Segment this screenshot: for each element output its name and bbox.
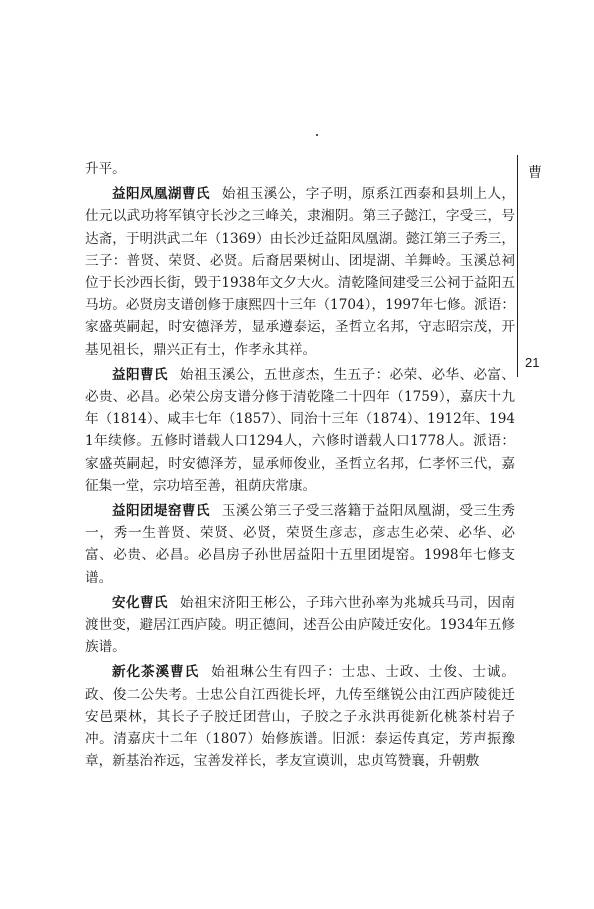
paragraph-text: 始祖宋济阳王彬公，子玮六世孙率为兆城兵马司，因南渡世变，避居江西庐陵。明正德间，述吾公由庐陵迁安化。1934年五修族谱。 [85, 594, 516, 656]
paragraph-text: 升平。 [85, 161, 126, 177]
paragraph-text: 始祖琳公生有四子：士忠、士政、士俊、士诚。政、俊二公失考。士忠公自江西徙长坪，九传至继锐公由江西庐陵徙迁安邑栗林，其长子子胶迁团营山，子胶之子永洪再徙新化桃茶村岩子冲。清嘉庆十二年（1807）始修族谱。旧派：泰运传真定，芳声振豫章，新基治祚远，宝善发祥长，孝友宣谟训，忠贞笃赞襄，升朝敷 [85, 664, 515, 770]
page-body [85, 158, 515, 775]
clan-heading: 安化曹氏 [112, 594, 168, 611]
paragraph-text: 玉溪公第三子受三落籍于益阳凤凰湖，受三生秀一，秀一生普贤、荣贤、必贤，荣贤生彦志，彦志生必荣、必华、必富、必贵、必昌。必昌房子孙世居益阳十五里团堤窑。1998年七修支谱。 [85, 503, 516, 586]
scan-speck [316, 134, 318, 136]
clan-heading: 益阳团堤窑曹氏 [112, 503, 210, 520]
paragraph-text: 始祖玉溪公，五世彦杰，生五子：必荣、必华、必富、必贵、必昌。必荣公房支谱分修于清乾隆二十四年（1759），嘉庆十九年（1814）、咸丰七年（1857）、同治十三年（1874）、1912年、1941年续修。五修时谱载人口1294人，六修时谱载人口1778人。派语：家盛英嗣起，时安德泽芳，显承师俊业，圣哲立名邦，仁孝怀三代，嘉征集一堂，宗功培至善，祖荫庆常康。 [85, 366, 516, 494]
clan-heading: 新化茶溪曹氏 [112, 664, 200, 681]
paragraph-entry [85, 183, 515, 361]
paragraph-entry [85, 661, 515, 772]
running-header-surname: 曹 [528, 165, 542, 181]
paragraph-entry [85, 500, 515, 589]
clan-heading: 益阳曹氏 [112, 366, 168, 383]
paragraph-entry [85, 592, 515, 659]
page-number: 21 [525, 355, 540, 370]
paragraph-text: 始祖玉溪公，字子明，原系江西泰和县圳上人，仕元以武功将军镇守长沙之三峰关，隶湘阴。第三子懿江，字受三，号达斋，于明洪武二年（1369）由长沙迁益阳凤凰湖。懿江第三子秀三，三子：普贤、荣贤、必贤。后裔居栗树山、团堤湖、羊舞岭。玉溪总祠位于长沙西长街，毁于1938年文夕大火。清乾隆间建受三公祠于益阳五马坊。必贤房支谱创修于康熙四十三年（1704），1997年七修。派语：家盛英嗣起，时安德泽芳，显承遵泰运，圣哲立名邦，守志昭宗茂，开基见祖长，鼎兴正有士，作孝永其祥。 [85, 186, 516, 358]
clan-heading: 益阳凤凰湖曹氏 [112, 186, 210, 203]
paragraph-continuation [85, 158, 515, 180]
margin-rule [517, 155, 518, 377]
paragraph-entry [85, 364, 515, 497]
